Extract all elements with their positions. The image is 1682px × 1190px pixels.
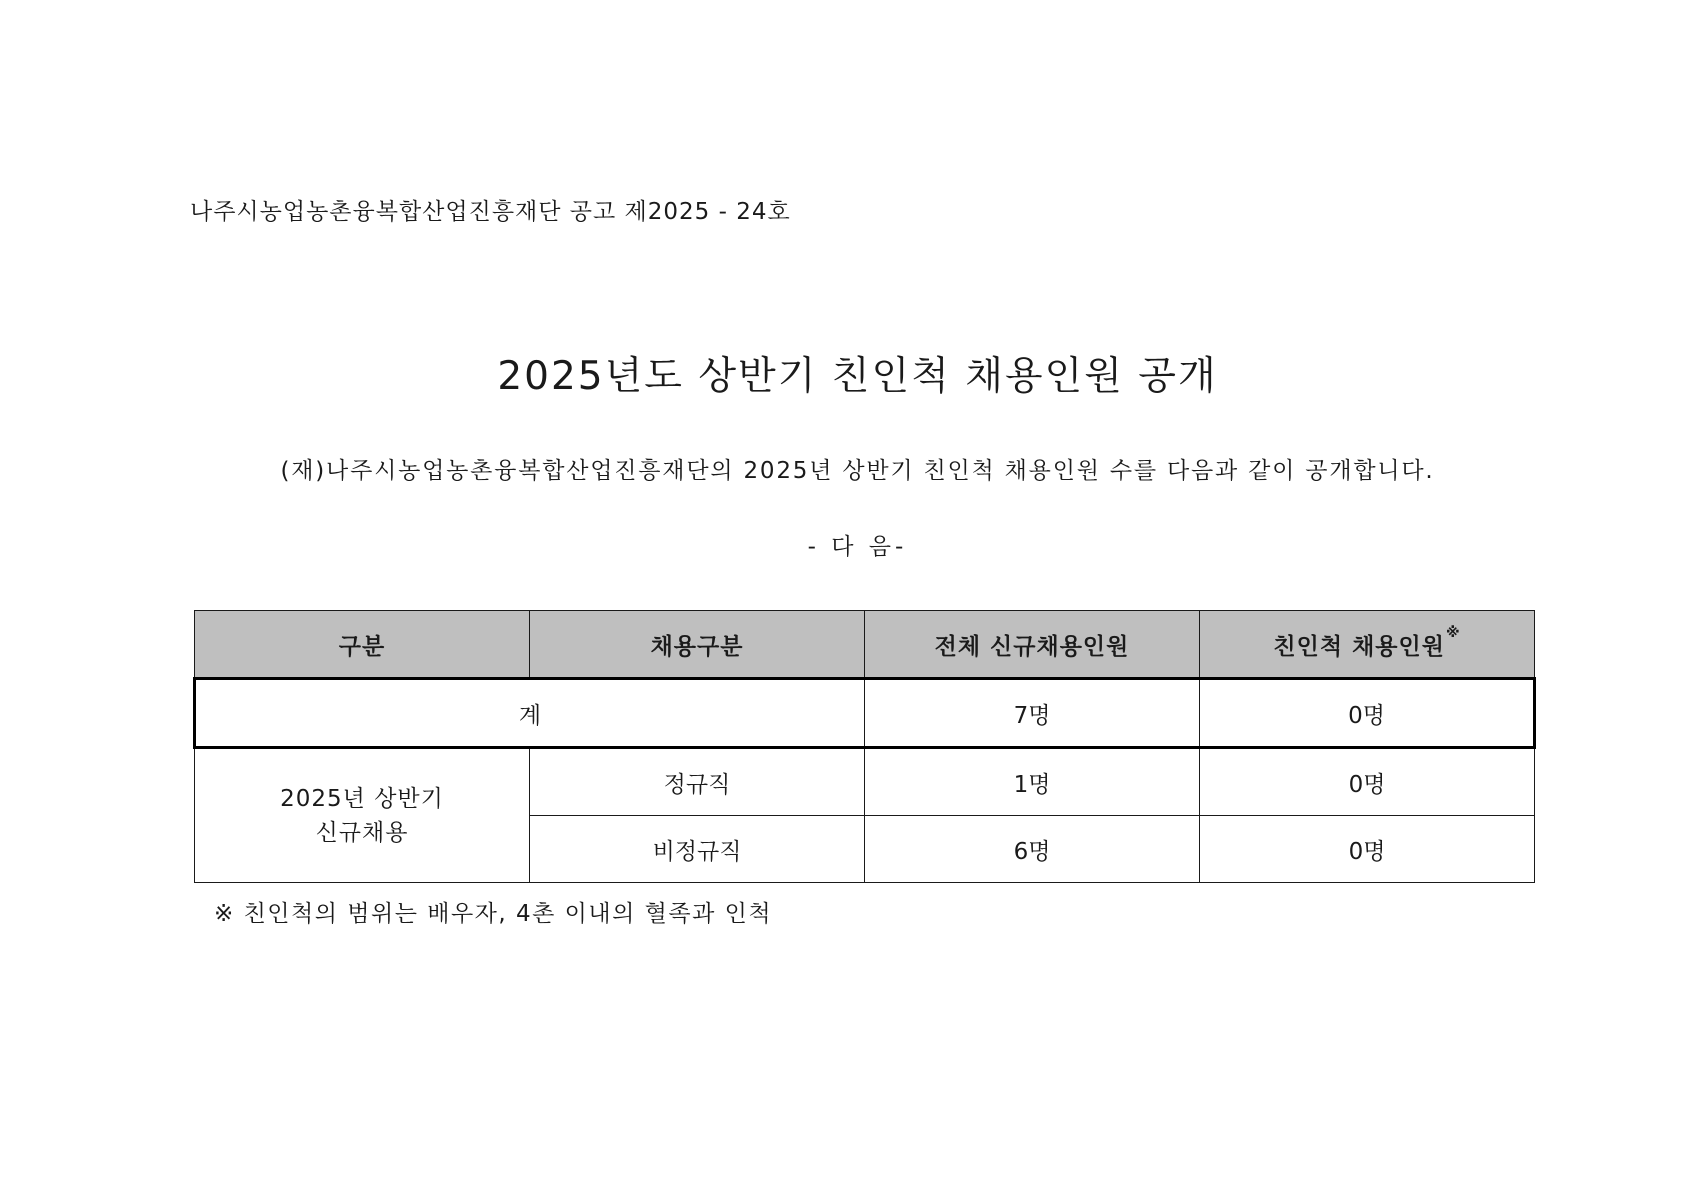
hiring-table bbox=[193, 610, 1536, 883]
header-employment-type: 채용구분 bbox=[530, 611, 865, 679]
table-header-row bbox=[195, 611, 1535, 679]
relative-hires-cell: 0명 bbox=[1200, 816, 1535, 883]
header-footnote-mark: ※ bbox=[1445, 624, 1461, 641]
footnote: ※ 친인척의 범위는 배우자, 4촌 이내의 혈족과 인척 bbox=[214, 901, 773, 927]
table-row bbox=[195, 748, 1535, 816]
following-label: - 다 음- bbox=[807, 534, 908, 560]
header-relative-hires bbox=[1200, 611, 1535, 679]
new-hires-cell: 6명 bbox=[865, 816, 1200, 883]
header-total-new-hires: 전체 신규채용인원 bbox=[865, 611, 1200, 679]
group-label bbox=[195, 748, 530, 883]
total-row bbox=[195, 679, 1535, 748]
total-new-hires: 7명 bbox=[865, 679, 1200, 748]
intro-text: (재)나주시농업농촌융복합산업진흥재단의 2025년 상반기 친인척 채용인원 수를 다음과 같이 공개합니다. bbox=[280, 458, 1435, 484]
total-label: 계 bbox=[195, 679, 865, 748]
header-relative-hires-label: 친인척 채용인원 bbox=[1273, 633, 1445, 660]
relative-hires-cell: 0명 bbox=[1200, 748, 1535, 816]
header-category: 구분 bbox=[195, 611, 530, 679]
group-label-line1: 2025년 상반기 bbox=[280, 785, 444, 812]
document-title: 2025년도 상반기 친인척 채용인원 공개 bbox=[497, 354, 1218, 399]
notice-number: 나주시농업농촌융복합산업진흥재단 공고 제2025 - 24호 bbox=[190, 199, 791, 225]
employment-type-cell: 정규직 bbox=[530, 748, 865, 816]
new-hires-cell: 1명 bbox=[865, 748, 1200, 816]
total-relative-hires: 0명 bbox=[1200, 679, 1535, 748]
employment-type-cell: 비정규직 bbox=[530, 816, 865, 883]
group-label-line2: 신규채용 bbox=[315, 819, 409, 846]
